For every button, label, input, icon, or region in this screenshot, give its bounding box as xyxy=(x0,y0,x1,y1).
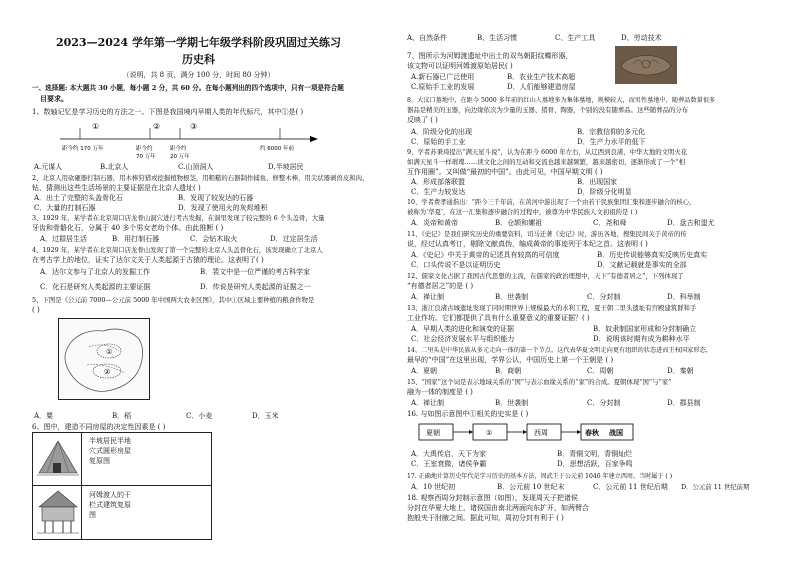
timeline-label-6: 约 6000 年前 xyxy=(260,146,294,152)
q1-option-d: D.半坡居民 xyxy=(268,163,304,171)
pic1-caption-l2: 穴式圆形房屋 xyxy=(89,447,131,455)
q11-line2: 说，经过认真考订，剔除文献真伪，编成黄帝的事迹列于本纪之首。这表明 ( ) xyxy=(407,240,648,248)
q16-stem: 16. 与如图示意图中①相关的史实是 ( ) xyxy=(407,410,529,418)
q17-stem: 17. 正确地计算历史年代是学习历史的基本方法，周武王于公元前 1046 年建立西周，当时属于 ( ) xyxy=(407,473,673,480)
q12-option-b: B．世袭制 xyxy=(495,293,529,301)
q2-option-a: A．出土了完整的头盖骨化石 xyxy=(34,194,124,202)
q2-option-c: C．大量的打制石器 xyxy=(34,204,96,212)
exam-title: 2023—2024 学年第一学期七年级学科阶段巩固过关练习 xyxy=(55,36,342,49)
q7-line2: 该文物可以证明河姆渡原始居民( ) xyxy=(407,62,513,70)
q10-line1: 10、学者费孝通指出：“距今三千年前，在黄河中游出现了一个由若干民族集团汇集和逐步融合的核心， xyxy=(407,199,696,206)
flow-1: ① xyxy=(486,429,493,437)
q16-option-b: B．青铜文明，青铜灿烂 xyxy=(557,450,633,458)
q13-line2: 工业作坊。它们都提供了具有什么重要意义的重要证据？( ) xyxy=(407,314,590,322)
q1-timeline xyxy=(50,120,330,160)
q15-line1: 15、“国家”这个词是表示地域关系的“国”与表示血缘关系的“家”的合成。夏朝体现“国”与“家” xyxy=(407,378,672,386)
q3-line1: 3、1929 年，某学者在北京周口店龙骨山洞穴进行考古发掘，在洞里发现了较完整的 6 个头盖骨，大量 xyxy=(32,214,325,222)
map-region-1: ① xyxy=(106,348,113,356)
q17-option-c: C．公元前 11 世纪后期 xyxy=(593,483,668,491)
q7-line1: 7、图所示为河姆渡遗址中出土的双鸟朝阳纹蝶形器， xyxy=(407,52,573,60)
q4-option-c: C．化石是研究人类起源的主要证据 xyxy=(40,283,151,291)
flow-xizhou: 西周 xyxy=(534,429,548,437)
q17-option-d: D．公元前 11 世纪前期 xyxy=(681,483,750,491)
q16-option-c: C．王室衰微，诸侯争霸 xyxy=(411,460,487,468)
q5-option-d: D．玉米 xyxy=(252,412,279,420)
q15-option-a: A．禅让制 xyxy=(411,399,445,407)
q13-option-d: D．说明该时期有成为耕种水平 xyxy=(593,335,690,343)
q14-option-d: D．秦朝 xyxy=(667,367,694,375)
flow-chunqiu: 春秋 xyxy=(585,429,599,437)
q5-map xyxy=(58,318,150,400)
banpo-house-image xyxy=(37,437,79,481)
q17-option-b: B．公元前 10 世纪末 xyxy=(497,483,565,491)
q1-option-c: C.山顶洞人 xyxy=(178,163,214,171)
q10-option-a: A．炎帝和黄帝 xyxy=(411,219,459,227)
q10-line2: 被称为‘华夏’，在这一汇集和逐步融合的过程中，被尊为中华民族人文初祖的是 ( ) xyxy=(407,208,638,216)
q13-option-b: B．奴隶制国家形成和分封制确立 xyxy=(593,325,697,333)
china-map-outline xyxy=(59,319,149,399)
q14-option-a: A．夏朝 xyxy=(411,367,438,375)
q15-option-c: C．分封制 xyxy=(587,399,621,407)
q6-option-b: B、生活习惯 xyxy=(477,34,518,42)
q16-option-d: D．思想活跃，百家争鸣 xyxy=(557,460,633,468)
timeline-label-5: 20 万年 xyxy=(170,154,190,160)
pic2-caption-l1: 河姆渡人的干 xyxy=(89,491,131,499)
q3-option-b: B．用打制石器 xyxy=(112,235,160,243)
timeline-label-3: 70 万年 xyxy=(136,154,156,160)
timeline-label-1: 距今约 170 万年 xyxy=(62,146,104,152)
q2-line2: 钻，猜测出这些生活场景的主要证据是在北京人遗址( ) xyxy=(32,184,201,192)
pic1-caption-l3: 复原图 xyxy=(89,457,110,465)
timeline-mark-1: ① xyxy=(92,122,100,131)
q9-line2: 如满天星斗一样璀璨……读文化之间的互动和交流也越来越频繁，越来越密切，逐渐形成了一个“相 xyxy=(407,158,686,166)
q9-option-c: C．生产力较发达 xyxy=(411,188,466,196)
q6-option-d: D、劳动技术 xyxy=(621,34,662,42)
q12-option-d: D．科举制 xyxy=(667,293,701,301)
q8-option-b: B．宗教信仰的多元化 xyxy=(577,128,646,136)
q9-line1: 9、学者苏秉琦提出“满天星斗说”，认为在距今 6000 年左右，从辽西到良渚，中华大地的文明火花 xyxy=(407,148,688,156)
q11-option-d: D．文献记载就是事实的全部 xyxy=(597,261,687,269)
q15-option-d: D．郡县制 xyxy=(667,399,701,407)
q8-line1: 8、大汶口墓地中，在距今 5000 多年前的红山人墓地多为集体墓地，规模较大，而男性墓地中，随葬品数量很多 xyxy=(407,97,716,104)
q17-option-a: A．10 世纪初 xyxy=(411,483,456,491)
q1-option-b: B.北京人 xyxy=(100,163,129,171)
exam-note: （说明，共 8 页，满分 100 分，时间 80 分钟） xyxy=(122,71,275,79)
q10-option-b: B．仓颉和嫘祖 xyxy=(495,219,543,227)
q4-option-b: B．裴文中是一位严谨的考古科学家 xyxy=(200,268,311,276)
q7-option-d: D．人们能够建造房屋 xyxy=(507,83,576,91)
q1-option-a: A.元谋人 xyxy=(34,163,63,171)
q12-line1: 12、儒家文化占据了我国古代思想的主流，在儒家的政治理想中，天下“有德者居之”，下列体现了 xyxy=(407,272,684,280)
q8-option-a: A．阶级分化的出现 xyxy=(411,128,473,136)
q7-option-b: B．农业生产技术高超 xyxy=(507,73,576,81)
q11-option-c: C．口头传说不是以证明历史 xyxy=(411,261,501,269)
q2-option-d: D．发现了使用火的灰烬堆积 xyxy=(178,204,268,212)
q8-option-d: D．生产力水平的低下 xyxy=(577,138,646,146)
q9-option-a: A．形成部落联盟 xyxy=(411,178,466,186)
q6-option-c: C、生产工具 xyxy=(555,34,596,42)
q9-option-b: B．出现国家 xyxy=(577,178,618,186)
q13-option-a: A．早期人类的进化和演变的证据 xyxy=(411,325,515,333)
q11-line1: 11、《史记》是我们研究历史的重要资料，司马迁著《史记》时，游历各地，搜集民间关于黄帝的传 xyxy=(407,230,687,238)
pic2-caption-l3: 图 xyxy=(89,511,96,519)
q14-line1: 14、二里头是中华民族从多元走向一体的第一个节点，这代表华夏文明走向更有组织的状态进而王权国家形态， xyxy=(407,347,712,354)
q12-option-a: A．禅让制 xyxy=(411,293,445,301)
pic2-caption-l2: 栏式建筑复原 xyxy=(89,501,131,509)
q16-option-a: A．大禹传启，天下为家 xyxy=(411,450,487,458)
q14-line2: 最早的“中国”在这里出现，学界公认，中国历史上第一个王朝是 ( ) xyxy=(407,356,614,364)
timeline-label-2: 距今约 xyxy=(136,146,153,152)
q3-option-a: A．过群居生活 xyxy=(40,235,88,243)
pic1-caption-l1: 半坡居民半地 xyxy=(89,437,131,445)
q8-line3: 反映了 ( ) xyxy=(407,116,438,124)
q3-line2: 牙齿和骨骼化石，分属于 40 多个男女老幼个体。由此推断 ( ) xyxy=(32,224,224,232)
flow-xia: 夏朝 xyxy=(426,429,440,437)
q4-line1: 4、1929 年，某学者在北京周口店龙骨山发现了第一个完整的北京人头盖骨化石，该发现确立了北京人 xyxy=(32,246,323,254)
q18-line1: 18. 观察西周分封制示意图（如图），发现周天子把诸侯 xyxy=(407,494,578,502)
q3-option-d: D．过定居生活 xyxy=(270,235,318,243)
q18-line3: 抱般夹于肘腋之间。据此可知，周初分封有利于 ( ) xyxy=(407,514,564,522)
q7-option-c: C.原始手工业的发展 xyxy=(411,83,475,91)
q10-option-d: D．盘古和蚩尤 xyxy=(667,219,715,227)
q5-option-a: A．粟 xyxy=(34,412,54,420)
subject-title: 历史科 xyxy=(182,53,215,66)
q3-option-c: C．会钻木取火 xyxy=(190,235,238,243)
q1-stem: 1、数轴记忆是学习历史的方法之一。下图是我国境内早期人类的年代标尺，其中①是( ) xyxy=(32,108,304,116)
q12-line2: “有德者居之”的是 ( ) xyxy=(407,282,474,290)
q18-line2: 分封在华夏大地上，诸侯国由南北两面向东扩开，如两臂合 xyxy=(407,504,589,512)
timeline-mark-3: ③ xyxy=(190,122,198,131)
q12-option-c: C．分封制 xyxy=(587,293,621,301)
q13-option-c: C．社会经济发展水平与组织能力 xyxy=(411,335,515,343)
q4-line2: 在考古学上的地位，证实了达尔文关于人类起源于古猿的理论。这表明了( ) xyxy=(32,256,264,264)
hemudu-stilt-house-image xyxy=(37,489,79,537)
q4-option-d: D．传说是研究人类起源的证据之一 xyxy=(200,283,311,291)
q9-line3: 互作用圈”。又叫做“最初的中国”。由此可见，中国早期文明 ( ) xyxy=(407,168,603,176)
q4-option-a: A．达尔文参与了北京人的发掘工作 xyxy=(40,268,151,276)
q5-line1: 5、下图是《公元前 7000—公元前 5000 年中国两大农业区图》，其中①区域主要种植的粮食作物是 xyxy=(32,296,315,304)
map-region-2: ② xyxy=(104,368,111,376)
section-heading-l2: 目要求。 xyxy=(40,94,68,103)
q5-line2: ( ) xyxy=(32,306,40,314)
q10-option-c: C．尧和舜 xyxy=(593,219,627,227)
q2-line1: 2、北京人用砍砸器打制石器，用木棒狩猎或挖掘植物根茎，用粗糙的石器制作捕鱼、修整木棒，用尖状器剥兽皮和肉、 xyxy=(32,174,369,182)
timeline-mark-2: ② xyxy=(153,122,161,131)
timeline-label-4: 距今约 xyxy=(170,146,187,152)
q2-option-b: B．发现了较发达的石器 xyxy=(178,194,254,202)
q5-option-c: C．小麦 xyxy=(186,412,213,420)
q6-stem: 6、图中，建造不同房屋的决定性因素是 ( ) xyxy=(32,423,166,431)
q11-option-b: B．历史传说能够真实反映历史真实 xyxy=(597,251,708,259)
q6-option-a: A、自然条件 xyxy=(407,34,448,42)
butterfly-artifact-image xyxy=(615,46,677,84)
q9-option-d: D．阶级分化明显 xyxy=(577,188,632,196)
q8-option-c: C．原始的手工业 xyxy=(411,138,466,146)
right-column xyxy=(397,0,794,561)
q14-option-c: C．周朝 xyxy=(587,367,614,375)
q8-line2: 器品是精美的玉器，向边缘依次为少量的玉器、猪骨、陶器，个别的没有随葬品。这些随葬品的分布 xyxy=(407,106,689,114)
q14-option-b: B．商朝 xyxy=(495,367,522,375)
q13-line1: 13、浙江良渚古城遗址发现了同时期世界上规模最大的水利工程，夏王朝二里头遗址有宫殿建筑群和手 xyxy=(407,304,697,312)
q11-option-a: A．《史记》中关于黄帝的记述具有较高的可信度 xyxy=(411,251,560,259)
q7-option-a: A.新石器已广泛使用 xyxy=(411,73,475,81)
q5-option-b: B．稻 xyxy=(112,412,132,420)
q15-line2: 融为一体的制度是 ( ) xyxy=(407,388,473,396)
q15-option-b: B．世袭制 xyxy=(495,399,529,407)
flow-zhanguo: 战国 xyxy=(609,429,623,437)
q16-flow-diagram xyxy=(417,420,637,444)
q6-figure-table xyxy=(32,432,212,540)
section-heading-l1: 一、选择题: 本大题共 30 小题，每小题 2 分，共 60 分。在每小题列出的四个选项中，只有一项是符合题 xyxy=(32,84,344,92)
